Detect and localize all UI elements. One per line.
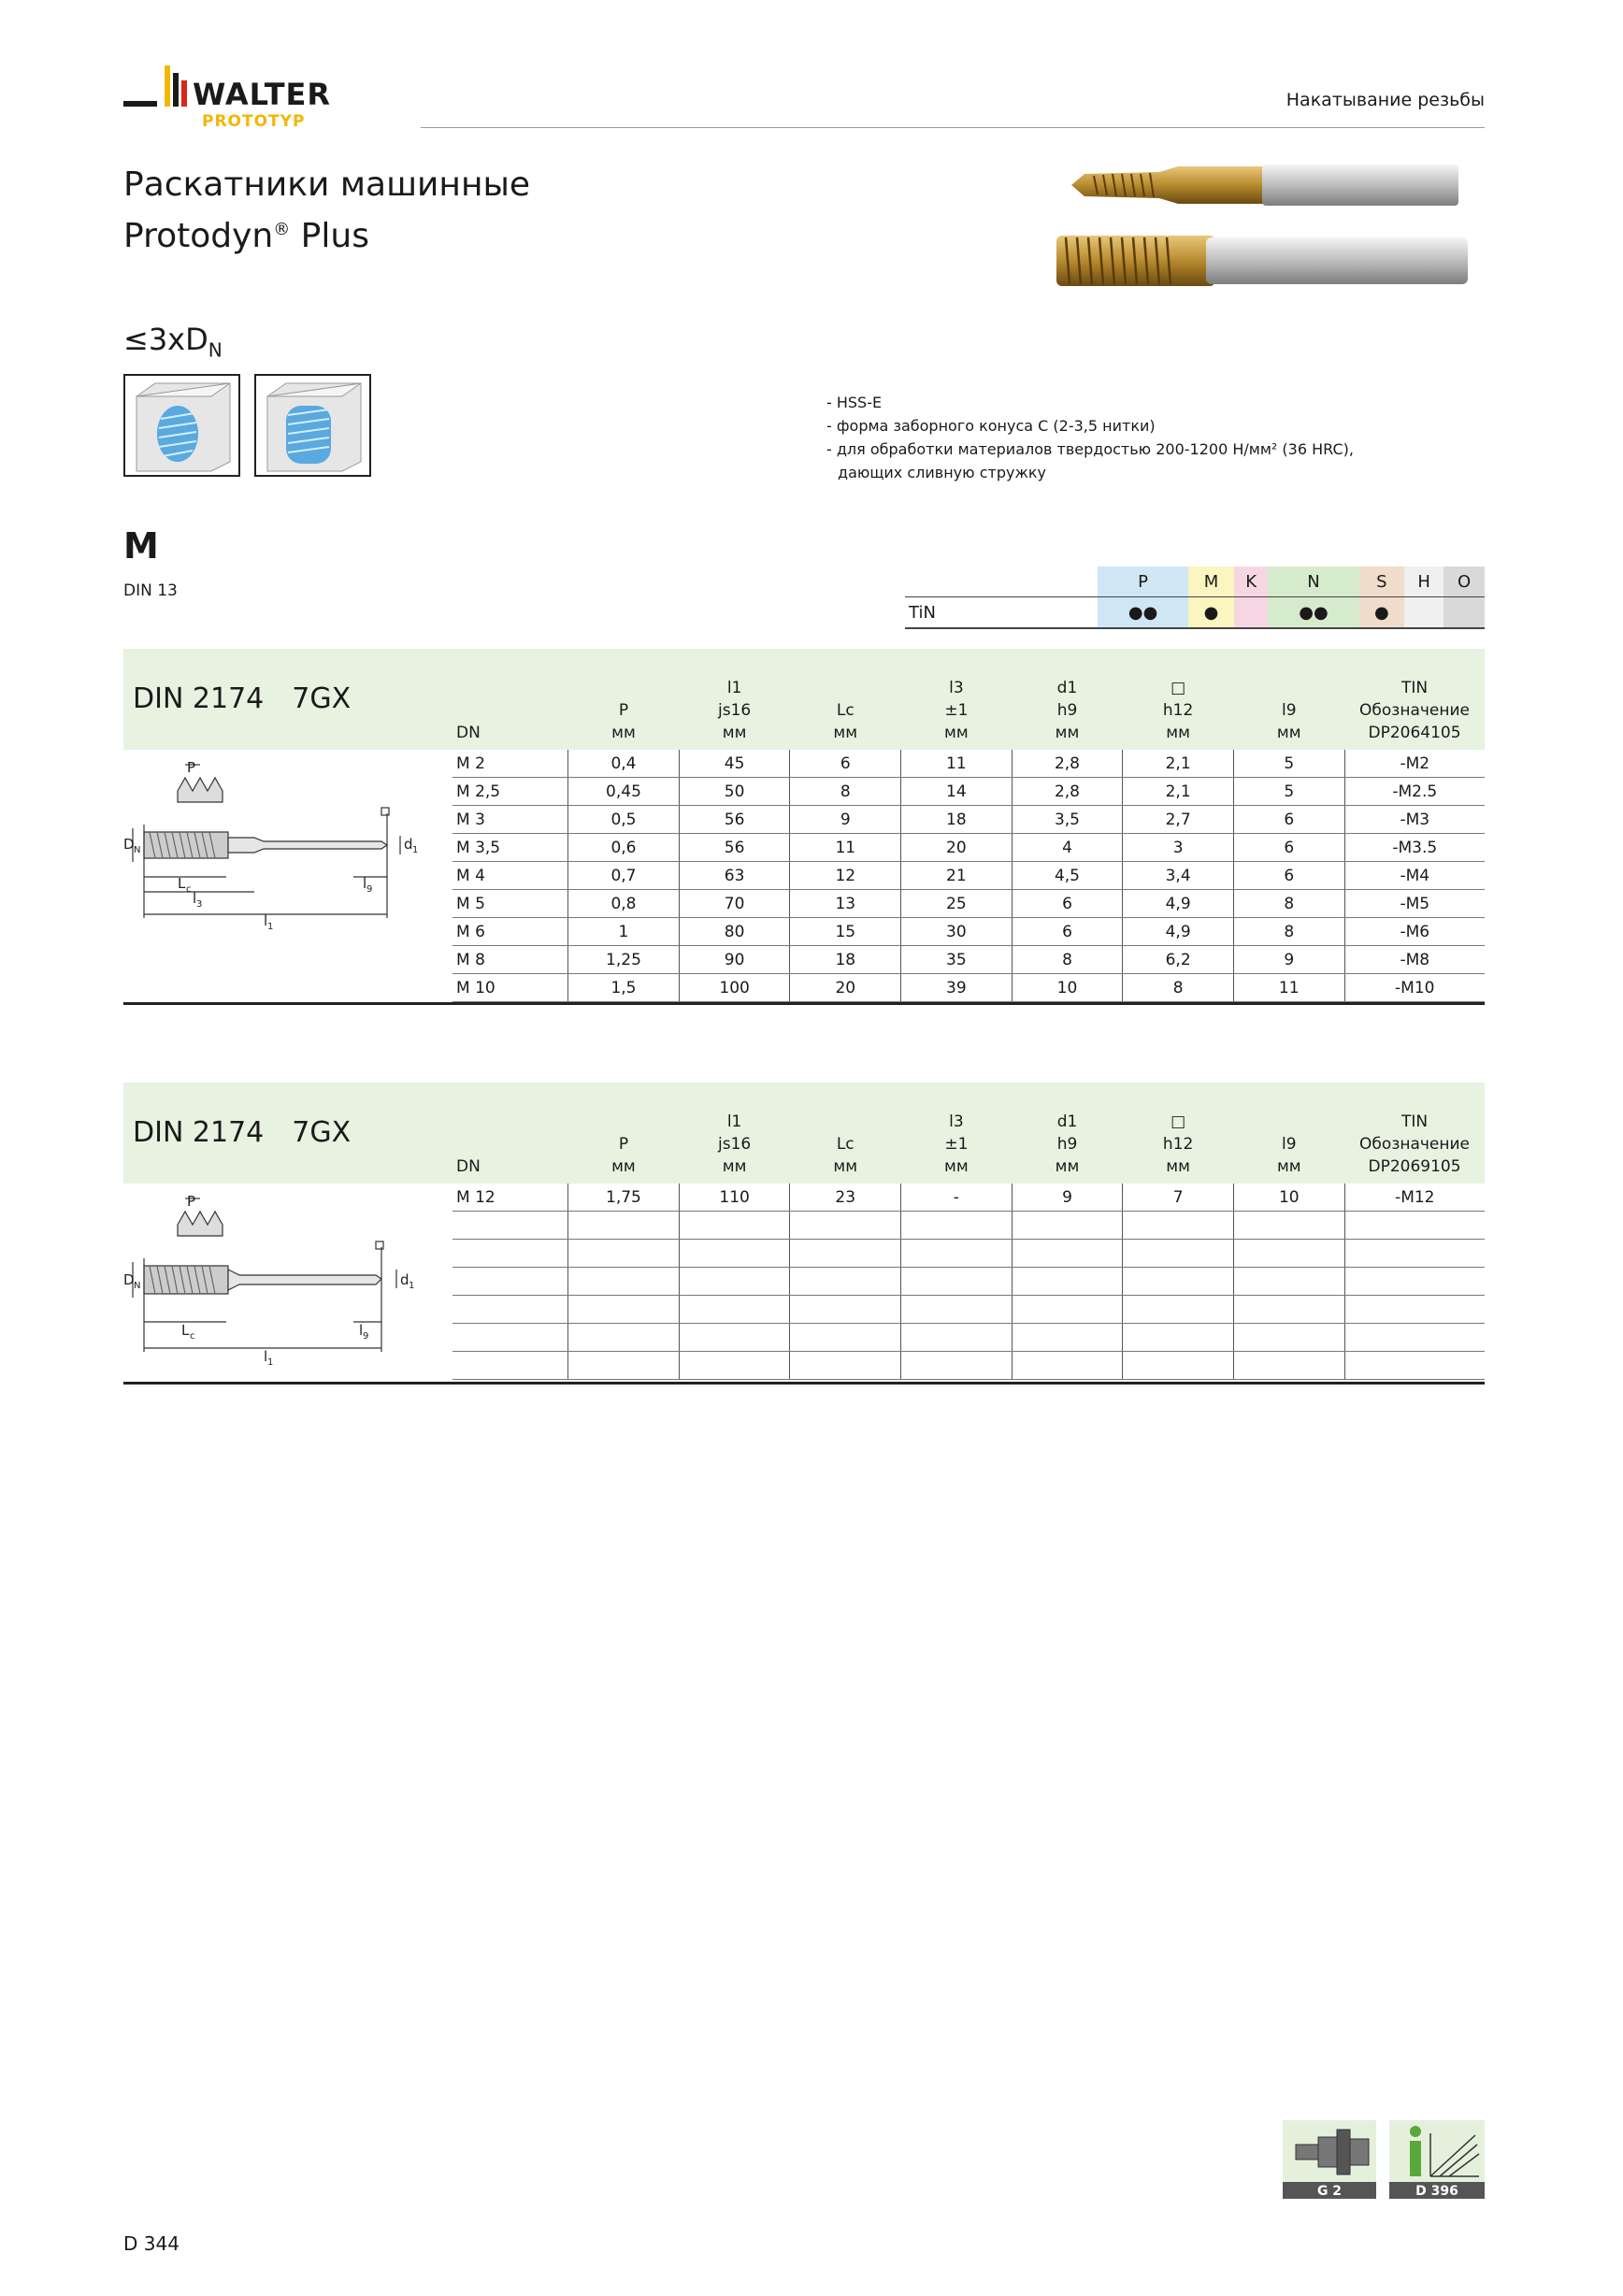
table-cell bbox=[568, 1352, 680, 1380]
table-cell bbox=[1344, 1324, 1485, 1352]
title-main: Protodyn bbox=[123, 217, 274, 255]
table-row bbox=[452, 1352, 1485, 1380]
col-square: □ h12 мм bbox=[1162, 679, 1194, 742]
svg-text:N: N bbox=[134, 845, 141, 855]
table-cell: 8 bbox=[1233, 890, 1344, 918]
material-group-M: M bbox=[1188, 567, 1234, 597]
table-cell bbox=[1233, 1268, 1344, 1296]
svg-text:N: N bbox=[134, 1281, 141, 1291]
col-lc: Lc мм bbox=[833, 1135, 858, 1176]
table-cell: 20 bbox=[901, 834, 1013, 862]
table-cell: -M2.5 bbox=[1344, 778, 1485, 806]
table-cell: 0,5 bbox=[568, 806, 680, 834]
tool-holder-reference-icon[interactable] bbox=[1283, 2120, 1376, 2199]
table-cell: 9 bbox=[1012, 1184, 1123, 1212]
table-cell bbox=[1344, 1240, 1485, 1268]
svg-text:1: 1 bbox=[412, 845, 419, 855]
table-cell: 9 bbox=[1233, 946, 1344, 974]
table-cell: 80 bbox=[679, 918, 790, 946]
svg-text:L: L bbox=[181, 1322, 190, 1339]
blind-hole-icon bbox=[124, 375, 239, 476]
table-cell bbox=[568, 1296, 680, 1324]
table-row bbox=[452, 974, 1485, 1002]
page-title bbox=[123, 163, 530, 259]
table-standard-name: DIN 2174 7GX bbox=[133, 682, 352, 715]
table-cell: M 10 bbox=[452, 974, 568, 1002]
table-cell bbox=[1012, 1352, 1123, 1380]
table-cell: 56 bbox=[679, 834, 790, 862]
table-cell bbox=[901, 1352, 1013, 1380]
table-cell: 9 bbox=[790, 806, 901, 834]
table-cell: 1,5 bbox=[568, 974, 680, 1002]
table-cell: 6 bbox=[1233, 806, 1344, 834]
table-cell: 4,9 bbox=[1123, 918, 1234, 946]
logo-brand: WALTER bbox=[193, 77, 332, 112]
table-cell bbox=[790, 1268, 901, 1296]
material-suitability-table bbox=[905, 567, 1485, 629]
svg-text:l: l bbox=[264, 1348, 268, 1365]
table-cell: 3,4 bbox=[1123, 862, 1234, 890]
col-dn: DN bbox=[456, 724, 481, 742]
table-cell bbox=[901, 1296, 1013, 1324]
table-cell: 11 bbox=[901, 750, 1013, 778]
table-cell: 6 bbox=[1012, 918, 1123, 946]
suitability-P: ●● bbox=[1098, 597, 1188, 629]
through-hole-icon bbox=[255, 375, 370, 476]
table-cell: 3,5 bbox=[1012, 806, 1123, 834]
table-cell bbox=[1123, 1352, 1234, 1380]
title-line-2 bbox=[123, 208, 530, 259]
table-cell: 12 bbox=[790, 862, 901, 890]
svg-text:c: c bbox=[186, 884, 192, 895]
table-cell: 3 bbox=[1123, 834, 1234, 862]
col-d1: d1 h9 мм bbox=[1055, 679, 1080, 742]
table-cell: M 4 bbox=[452, 862, 568, 890]
table-cell: 1 bbox=[568, 918, 680, 946]
table-cell bbox=[452, 1296, 568, 1324]
table-cell: 23 bbox=[790, 1184, 901, 1212]
table-cell bbox=[901, 1240, 1013, 1268]
table-cell: M 3,5 bbox=[452, 834, 568, 862]
svg-text:P: P bbox=[187, 759, 196, 776]
table-cell bbox=[790, 1212, 901, 1240]
col-designation: TIN Обозначение DP2064105 bbox=[1359, 679, 1470, 742]
table-cell: 8 bbox=[790, 778, 901, 806]
feature-item: - форма заборного конуса C (2-3,5 нитки) bbox=[826, 417, 1156, 435]
col-l3: l3 ±1 мм bbox=[944, 679, 969, 742]
table-cell: 15 bbox=[790, 918, 901, 946]
material-group-S: S bbox=[1359, 567, 1405, 597]
table-cell: M 3 bbox=[452, 806, 568, 834]
table-cell: 1,25 bbox=[568, 946, 680, 974]
table-cell: 4 bbox=[1012, 834, 1123, 862]
product-table-1 bbox=[123, 649, 1485, 1004]
table-cell: 35 bbox=[901, 946, 1013, 974]
table-cell: -M3.5 bbox=[1344, 834, 1485, 862]
table-row bbox=[452, 890, 1485, 918]
table-cell bbox=[1012, 1296, 1123, 1324]
svg-text:l: l bbox=[359, 1322, 364, 1339]
svg-text:1: 1 bbox=[267, 1357, 274, 1368]
tool-photo-1 bbox=[1071, 165, 1458, 206]
svg-text:D: D bbox=[123, 1271, 135, 1288]
col-designation: TIN Обозначение DP2069105 bbox=[1359, 1112, 1471, 1176]
table-cell: 8 bbox=[1233, 918, 1344, 946]
table-cell: -M5 bbox=[1344, 890, 1485, 918]
table-cell bbox=[679, 1296, 790, 1324]
table-cell: 20 bbox=[790, 974, 901, 1002]
table-row bbox=[452, 1268, 1485, 1296]
registered-mark: ® bbox=[273, 220, 291, 239]
table-row bbox=[452, 1212, 1485, 1240]
table-row bbox=[452, 778, 1485, 806]
table-cell bbox=[1344, 1296, 1485, 1324]
title-rest: Plus bbox=[290, 217, 369, 255]
table-cell: -M10 bbox=[1344, 974, 1485, 1002]
table-cell bbox=[568, 1212, 680, 1240]
col-l3: l3 ±1 мм bbox=[944, 1112, 969, 1176]
table-cell bbox=[679, 1352, 790, 1380]
table-cell: 39 bbox=[901, 974, 1013, 1002]
table-cell bbox=[452, 1324, 568, 1352]
table-cell bbox=[1123, 1296, 1234, 1324]
table-cell: 2,1 bbox=[1123, 750, 1234, 778]
svg-text:D: D bbox=[123, 836, 135, 853]
d396-label: D 396 bbox=[1415, 2184, 1458, 2199]
product-table-2 bbox=[123, 1083, 1485, 1384]
tool-photo-2 bbox=[1056, 236, 1468, 286]
col-p: P мм bbox=[611, 701, 636, 742]
table-cell: - bbox=[901, 1184, 1013, 1212]
g2-label: G 2 bbox=[1316, 2184, 1343, 2199]
table-cell: 6 bbox=[1233, 834, 1344, 862]
col-l1: l1 js16 мм bbox=[718, 1112, 752, 1176]
svg-text:3: 3 bbox=[196, 899, 203, 910]
svg-text:d: d bbox=[404, 836, 413, 853]
table-cell: 100 bbox=[679, 974, 790, 1002]
table-cell bbox=[790, 1324, 901, 1352]
table-cell: 10 bbox=[1012, 974, 1123, 1002]
table-cell: 0,8 bbox=[568, 890, 680, 918]
table-bottom-rule bbox=[123, 1002, 1485, 1005]
table-cell: -M8 bbox=[1344, 946, 1485, 974]
table-cell: M 5 bbox=[452, 890, 568, 918]
table-cell: -M4 bbox=[1344, 862, 1485, 890]
svg-text:9: 9 bbox=[366, 884, 373, 895]
table-row bbox=[452, 806, 1485, 834]
table-cell: 63 bbox=[679, 862, 790, 890]
table-cell bbox=[1123, 1268, 1234, 1296]
table-bottom-rule bbox=[123, 1382, 1485, 1385]
svg-text:9: 9 bbox=[363, 1331, 369, 1342]
table-cell: 0,6 bbox=[568, 834, 680, 862]
table-cell: 0,7 bbox=[568, 862, 680, 890]
table-cell: 6 bbox=[1012, 890, 1123, 918]
table-cell bbox=[679, 1240, 790, 1268]
table-cell bbox=[901, 1212, 1013, 1240]
table-cell: -M6 bbox=[1344, 918, 1485, 946]
table-cell: 7 bbox=[1123, 1184, 1234, 1212]
info-reference-icon[interactable] bbox=[1389, 2120, 1485, 2199]
table-cell bbox=[790, 1352, 901, 1380]
walter-prototyp-logo bbox=[123, 58, 404, 133]
table-cell: 6 bbox=[1233, 862, 1344, 890]
col-d1: d1 h9 мм bbox=[1055, 1112, 1080, 1176]
table-row bbox=[452, 1184, 1485, 1212]
table-cell: 8 bbox=[1012, 946, 1123, 974]
table-cell bbox=[679, 1212, 790, 1240]
material-group-H: H bbox=[1404, 567, 1443, 597]
table-cell: 5 bbox=[1233, 778, 1344, 806]
table-cell bbox=[1233, 1240, 1344, 1268]
table-cell: 1,75 bbox=[568, 1184, 680, 1212]
table-cell bbox=[1012, 1240, 1123, 1268]
feature-list bbox=[826, 391, 1354, 484]
dimension-grid bbox=[452, 1083, 1485, 1380]
hole-type-icons bbox=[123, 374, 376, 479]
feature-item: - для обработки материалов твердостью 200-1200 Н/мм² (36 HRC), bbox=[826, 440, 1354, 458]
table-cell bbox=[452, 1212, 568, 1240]
table-cell: 11 bbox=[790, 834, 901, 862]
table-cell: 25 bbox=[901, 890, 1013, 918]
material-group-P: P bbox=[1098, 567, 1188, 597]
suitability-M: ● bbox=[1188, 597, 1234, 629]
table-cell: 56 bbox=[679, 806, 790, 834]
table-cell: 2,1 bbox=[1123, 778, 1234, 806]
table-row bbox=[452, 1240, 1485, 1268]
suitability-H bbox=[1404, 597, 1443, 629]
dimension-grid bbox=[452, 649, 1485, 1002]
table-cell: 90 bbox=[679, 946, 790, 974]
feature-item: - HSS-E bbox=[826, 394, 883, 411]
table-row bbox=[452, 834, 1485, 862]
table-cell: 2,7 bbox=[1123, 806, 1234, 834]
table-row bbox=[452, 750, 1485, 778]
table-row bbox=[452, 1324, 1485, 1352]
material-group-N: N bbox=[1268, 567, 1358, 597]
suitability-K bbox=[1234, 597, 1269, 629]
table-cell bbox=[568, 1268, 680, 1296]
table-cell: -M12 bbox=[1344, 1184, 1485, 1212]
table-cell: 18 bbox=[790, 946, 901, 974]
table-cell: 4,9 bbox=[1123, 890, 1234, 918]
table-cell bbox=[1344, 1268, 1485, 1296]
table-cell bbox=[452, 1240, 568, 1268]
col-dn: DN bbox=[456, 1157, 481, 1176]
table-cell: 2,8 bbox=[1012, 750, 1123, 778]
table-cell: 70 bbox=[679, 890, 790, 918]
table-cell: M 6 bbox=[452, 918, 568, 946]
table-cell bbox=[790, 1296, 901, 1324]
suitability-S: ● bbox=[1359, 597, 1405, 629]
svg-text:P: P bbox=[187, 1193, 196, 1210]
svg-text:l: l bbox=[264, 912, 268, 929]
table-cell: 6 bbox=[790, 750, 901, 778]
table-cell bbox=[901, 1268, 1013, 1296]
col-lc: Lc мм bbox=[833, 701, 858, 742]
table-cell: 45 bbox=[679, 750, 790, 778]
depth-label: $\le 3xD_N$ bbox=[123, 322, 223, 362]
table-cell bbox=[1233, 1352, 1344, 1380]
thread-standard-din: DIN 13 bbox=[123, 581, 178, 600]
table-cell: 110 bbox=[679, 1184, 790, 1212]
table-cell bbox=[568, 1240, 680, 1268]
svg-text:l: l bbox=[193, 890, 197, 907]
table-cell bbox=[1344, 1352, 1485, 1380]
tool-photos bbox=[1056, 150, 1487, 299]
table-standard-name: DIN 2174 7GX bbox=[133, 1116, 352, 1149]
logo-sub: PROTOTYP bbox=[202, 112, 306, 131]
suitability-N: ●● bbox=[1268, 597, 1358, 629]
table-cell: 50 bbox=[679, 778, 790, 806]
col-square: □ h12 мм bbox=[1162, 1112, 1194, 1176]
table-cell bbox=[1012, 1268, 1123, 1296]
thread-standard-letter: M bbox=[123, 525, 159, 567]
table-cell: 18 bbox=[901, 806, 1013, 834]
table-row bbox=[452, 1296, 1485, 1324]
feature-item: дающих сливную стружку bbox=[838, 464, 1046, 481]
table-row bbox=[452, 862, 1485, 890]
table-cell bbox=[1233, 1212, 1344, 1240]
table-cell: 6,2 bbox=[1123, 946, 1234, 974]
tool-dimension-drawing bbox=[123, 1191, 452, 1378]
table-cell bbox=[901, 1324, 1013, 1352]
table-cell bbox=[1233, 1296, 1344, 1324]
table-cell bbox=[1012, 1324, 1123, 1352]
table-cell: M 8 bbox=[452, 946, 568, 974]
section-title: Накатывание резьбы bbox=[1285, 90, 1485, 110]
table-cell: 30 bbox=[901, 918, 1013, 946]
tool-dimension-drawing bbox=[123, 757, 452, 944]
table-cell: 0,4 bbox=[568, 750, 680, 778]
table-row bbox=[452, 946, 1485, 974]
svg-text:1: 1 bbox=[409, 1281, 415, 1291]
table-cell bbox=[1344, 1212, 1485, 1240]
table-cell bbox=[1123, 1324, 1234, 1352]
svg-text:L: L bbox=[178, 875, 186, 892]
table-cell: 11 bbox=[1233, 974, 1344, 1002]
table-cell: 4,5 bbox=[1012, 862, 1123, 890]
svg-text:l: l bbox=[363, 875, 367, 892]
table-cell bbox=[568, 1324, 680, 1352]
table-cell: -M2 bbox=[1344, 750, 1485, 778]
table-cell bbox=[452, 1352, 568, 1380]
svg-text:c: c bbox=[190, 1331, 195, 1342]
table-cell: 13 bbox=[790, 890, 901, 918]
page-number: D 344 bbox=[123, 2232, 180, 2255]
table-cell bbox=[1012, 1212, 1123, 1240]
material-group-K: K bbox=[1234, 567, 1269, 597]
header-divider bbox=[421, 127, 1485, 128]
table-cell: -M3 bbox=[1344, 806, 1485, 834]
col-l9: l9 мм bbox=[1276, 1135, 1301, 1176]
title-line-1: Раскатники машинные bbox=[123, 165, 531, 204]
coating-label: TiN bbox=[905, 597, 1098, 629]
table-cell: 0,45 bbox=[568, 778, 680, 806]
table-cell: 14 bbox=[901, 778, 1013, 806]
suitability-O bbox=[1443, 597, 1485, 629]
table-cell bbox=[1123, 1212, 1234, 1240]
table-cell: M 12 bbox=[452, 1184, 568, 1212]
table-cell bbox=[1123, 1240, 1234, 1268]
table-cell: M 2 bbox=[452, 750, 568, 778]
table-cell: 8 bbox=[1123, 974, 1234, 1002]
svg-text:1: 1 bbox=[267, 922, 274, 932]
col-l9: l9 мм bbox=[1276, 701, 1301, 742]
table-cell: 10 bbox=[1233, 1184, 1344, 1212]
svg-text:d: d bbox=[400, 1271, 409, 1288]
table-cell: 2,8 bbox=[1012, 778, 1123, 806]
table-row bbox=[452, 918, 1485, 946]
table-cell: M 2,5 bbox=[452, 778, 568, 806]
table-cell bbox=[452, 1268, 568, 1296]
col-l1: l1 js16 мм bbox=[718, 679, 752, 742]
material-group-O: O bbox=[1443, 567, 1485, 597]
col-p: P мм bbox=[611, 1135, 636, 1176]
table-cell bbox=[679, 1268, 790, 1296]
table-cell bbox=[1233, 1324, 1344, 1352]
table-cell: 5 bbox=[1233, 750, 1344, 778]
table-cell: 21 bbox=[901, 862, 1013, 890]
table-cell bbox=[790, 1240, 901, 1268]
table-cell bbox=[679, 1324, 790, 1352]
